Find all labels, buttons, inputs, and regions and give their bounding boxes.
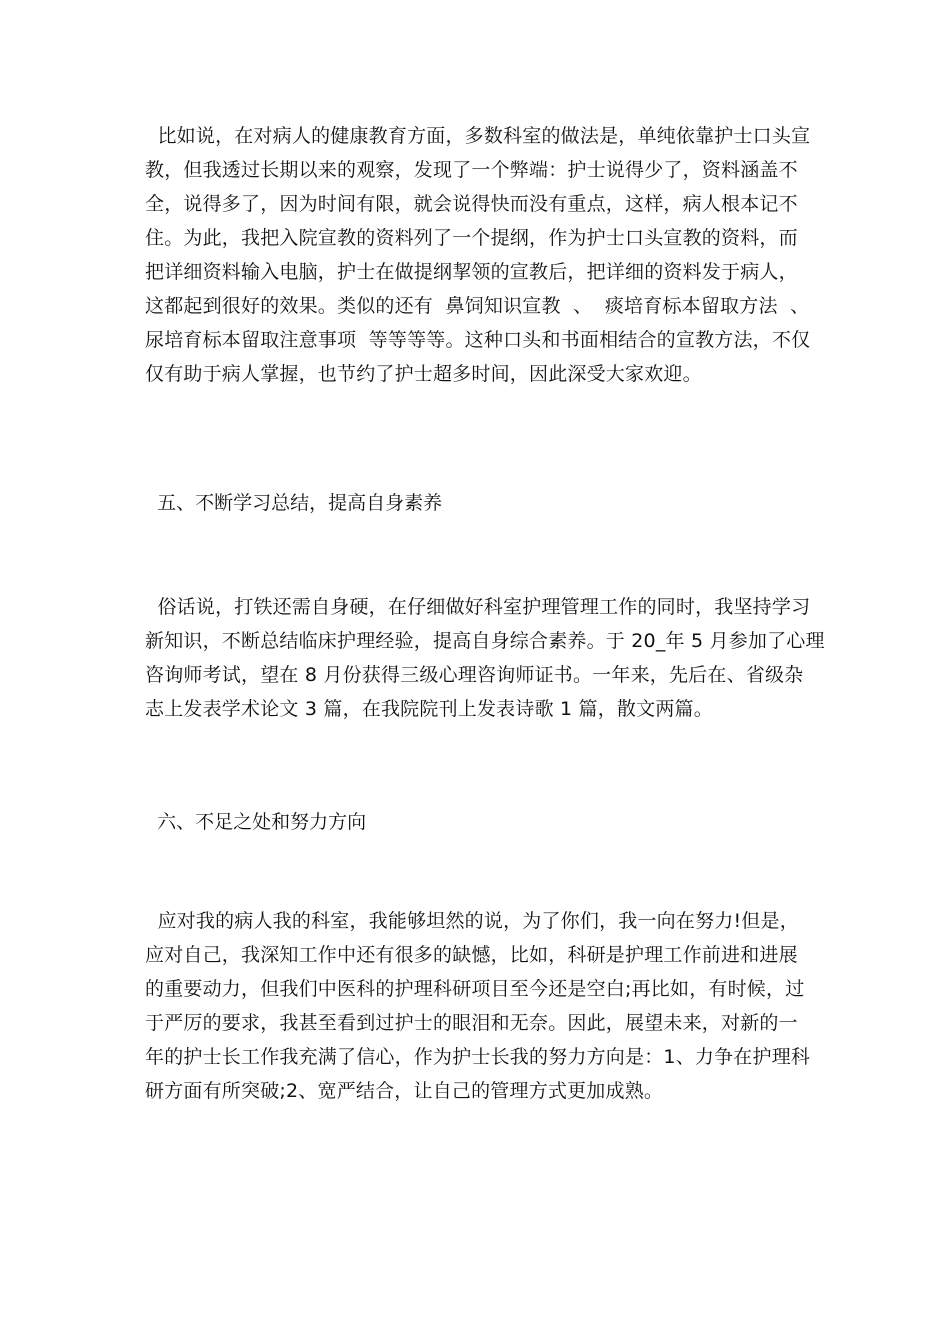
text-line: 的重要动力，但我们中医科的护理科研项目至今还是空白;再比如，有时候，过 [145, 978, 805, 1000]
text-line: 教，但我透过长期以来的观察，发现了一个弊端：护士说得少了，资料涵盖不 [145, 159, 798, 181]
text-line: 志上发表学术论文 3 篇，在我院院刊上发表诗歌 1 篇，散文两篇。 [145, 698, 713, 720]
paragraph-shortcomings [145, 904, 815, 1108]
text-line: 咨询师考试，望在 8 月份获得三级心理咨询师证书。一年来，先后在、省级杂 [145, 664, 804, 686]
text-line: 年的护士长工作我充满了信心，作为护士长我的努力方向是：1、力争在护理科 [145, 1046, 811, 1068]
section-heading-6: 六、不足之处和努力方向 [145, 811, 367, 833]
text-line: 住。为此，我把入院宣教的资料列了一个提纲，作为护士口头宣教的资料，而 [145, 227, 798, 249]
text-line: 这都起到很好的效果。类似的还有 鼻饲知识宣教 、 痰培育标本留取方法 、 [145, 295, 810, 317]
text-line: 比如说，在对病人的健康教育方面，多数科室的做法是，单纯依靠护士口头宣 [145, 125, 811, 147]
text-line: 于严厉的要求，我甚至看到过护士的眼泪和无奈。因此，展望未来，对新的一 [145, 1012, 798, 1034]
text-line: 尿培育标本留取注意事项 等等等等。这种口头和书面相结合的宣教方法，不仅 [145, 329, 811, 351]
text-line: 俗话说，打铁还需自身硬，在仔细做好科室护理管理工作的同时，我坚持学习 [145, 596, 811, 618]
text-line: 研方面有所突破;2、宽严结合，让自己的管理方式更加成熟。 [145, 1080, 664, 1102]
text-line: 新知识，不断总结临床护理经验，提高自身综合素养。于 20_年 5 月参加了心理 [145, 630, 825, 652]
text-line: 仅有助于病人掌握，也节约了护士超多时间，因此深受大家欢迎。 [145, 363, 702, 385]
text-line: 全，说得多了，因为时间有限，就会说得快而没有重点，这样，病人根本记不 [145, 193, 798, 215]
text-line: 把详细资料输入电脑，护士在做提纲挈领的宣教后，把详细的资料发于病人， [145, 261, 798, 283]
paragraph-self-study [145, 590, 825, 726]
text-line: 应对我的病人我的科室，我能够坦然的说，为了你们，我一向在努力!但是， [145, 910, 799, 932]
paragraph-health-education [145, 119, 815, 391]
text-line: 应对自己，我深知工作中还有很多的缺憾，比如，科研是护理工作前进和进展 [145, 944, 798, 966]
section-heading-5: 五、不断学习总结，提高自身素养 [145, 492, 443, 514]
